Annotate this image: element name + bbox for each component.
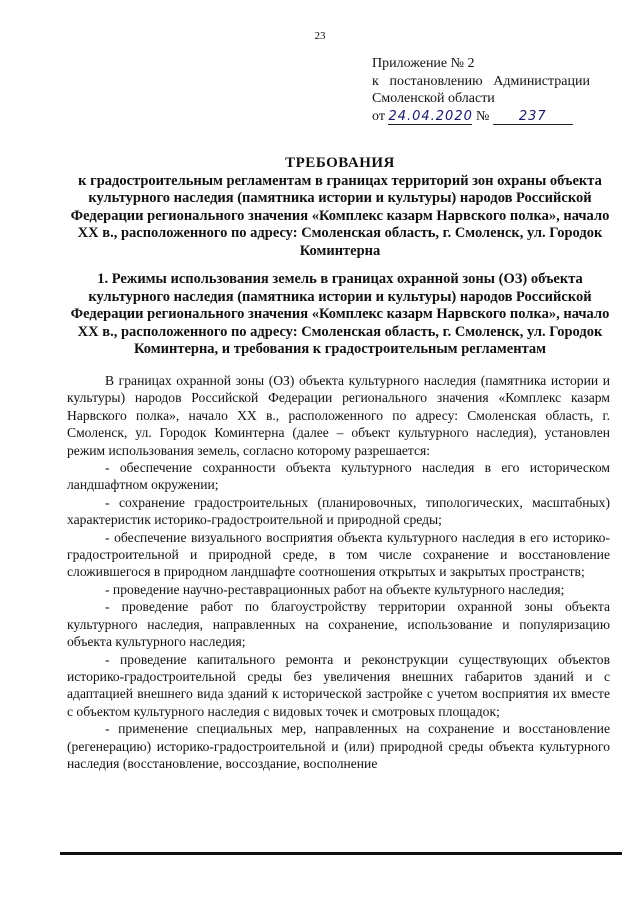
handwritten-number: 237: [493, 110, 573, 125]
appendix-block: [372, 55, 590, 125]
document-title: [70, 155, 610, 260]
handwritten-date: 24.04.2020: [388, 108, 473, 124]
page-number: 23: [314, 30, 326, 42]
appendix-decree-line: к постановлению Администрации: [372, 73, 590, 89]
list-item: - проведение капитального ремонта и реконструкции существующих объектов историко-градостроительной среды без увеличения внешних габаритов зданий и с адаптацией внешнего вида зданий к исторической застройке с учетом восприятия их вместе с объектом культурного наследия с видовых точек и смотровых площадок;: [67, 651, 610, 719]
scan-edge-line: [60, 852, 622, 855]
appendix-date-line: [372, 108, 590, 126]
intro-paragraph: В границах охранной зоны (ОЗ) объекта культурного наследия (памятника истории и культуры) народов Российской Федерации регионального значения «Комплекс казарм Нарвского полка», начало XX в., расположенного по адресу: Смоленская область, г. Смоленск, ул. Городок Коминтерна (далее – объект культурного наследия), установлен режим использования земель, согласно которому разрешается:: [67, 373, 610, 458]
list-item: - проведение работ по благоустройству территории охранной зоны объекта культурного наследия, направленных на сохранение, использование и популяризацию объекта культурного наследия;: [67, 599, 610, 650]
appendix-authority-line: Смоленской области: [372, 91, 495, 106]
list-item: - обеспечение визуального восприятия объекта культурного наследия в его историко-градостроительной и природной среде, в том числе сохранение и восстановление сложившегося в природном ландшафте соотношения открытых и закрытых пространств;: [67, 529, 610, 580]
title-subtitle: к градостроительным регламентам в границах территорий зон охраны объекта культурного наследия (памятника истории и культуры) народов Российской Федерации регионального значения «Комплекс казарм Нарвского полка», начало XX в., расположенного по адресу: Смоленская область, г. Смоленск, ул. Городок Коминтерна: [70, 172, 610, 259]
number-label: №: [475, 108, 490, 124]
section-heading: 1. Режимы использования земель в границах охранной зоны (ОЗ) объекта культурного наследия (памятника истории и культуры) народов Российской Федерации регионального значения «Комплекс казарм Нарвского полка», начало XX в., расположенного по адресу: Смоленская область, г. Смоленск, ул. Городок Коминтерна, и требования к градостроительным регламентам: [70, 271, 610, 357]
from-label: от: [372, 108, 385, 124]
list-item: - проведение научно-реставрационных работ на объекте культурного наследия;: [105, 581, 565, 597]
list-item: - обеспечение сохранности объекта культурного наследия в его историческом ландшафтном окружении;: [67, 460, 610, 493]
list-item: - сохранение градостроительных (планировочных, типологических, масштабных) характеристик историко-градостроительной и природной среды;: [67, 494, 610, 528]
body-text: [67, 372, 610, 772]
list-item: - применение специальных мер, направленных на сохранение и восстановление (регенерацию) историко-градостроительной и (или) природной среды объекта культурного наследия (восстановление, воссоздание, восполнение: [67, 721, 610, 771]
title-main: ТРЕБОВАНИЯ: [285, 155, 395, 171]
appendix-title: Приложение № 2: [372, 56, 475, 71]
